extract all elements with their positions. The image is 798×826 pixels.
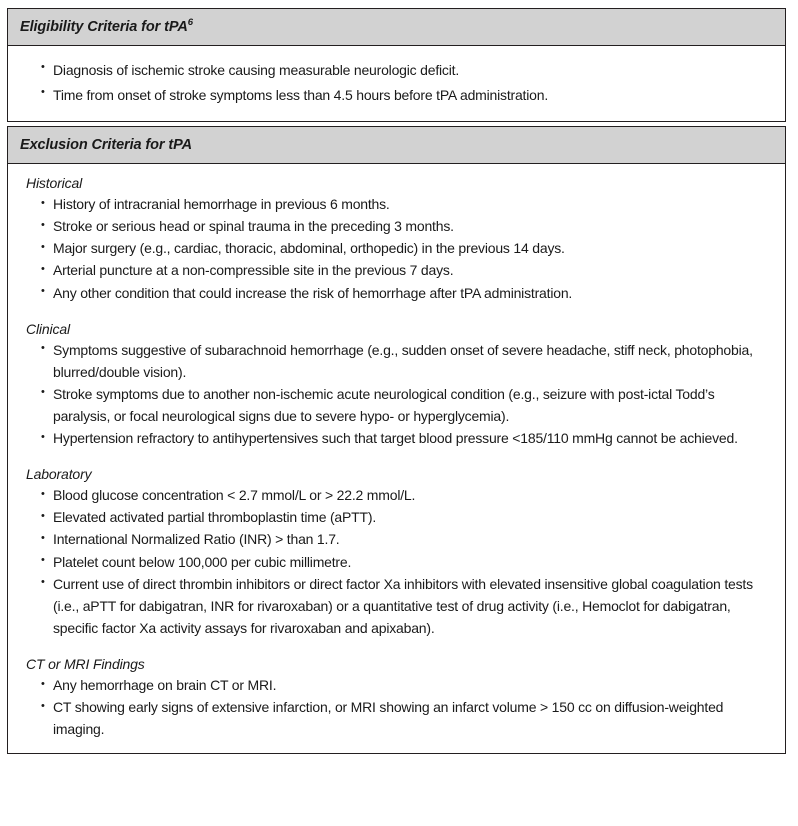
- list-item: • Arterial puncture at a non-compressible site in the previous 7 days.: [18, 259, 775, 281]
- list-item: • Any other condition that could increase the risk of hemorrhage after tPA administration.: [18, 282, 775, 304]
- historical-bullet-list: [18, 193, 775, 304]
- eligibility-criteria-header: [8, 9, 785, 46]
- exclusion-criteria-table: [7, 126, 786, 754]
- exclusion-criteria-body: [8, 164, 785, 753]
- list-item: • Time from onset of stroke symptoms less than 4.5 hours before tPA administration.: [18, 83, 775, 108]
- group-laboratory: [18, 466, 775, 639]
- clinical-bullet-list: [18, 339, 775, 450]
- group-title-laboratory: Laboratory: [26, 466, 92, 483]
- eligibility-criteria-table: [7, 8, 786, 122]
- list-item: • CT showing early signs of extensive infarction, or MRI showing an infarct volume > 150 cc on diffusion-weighted imaging.: [18, 696, 775, 740]
- list-item: • Symptoms suggestive of subarachnoid hemorrhage (e.g., sudden onset of severe headache, stiff neck, photophobia, blurred/double vision).: [18, 339, 775, 383]
- ct-or-mri-bullet-list: [18, 674, 775, 740]
- eligibility-group: [18, 58, 775, 108]
- list-item: • Any hemorrhage on brain CT or MRI.: [18, 674, 775, 696]
- list-item: • Stroke symptoms due to another non-ischemic acute neurological condition (e.g., seizure with post-ictal Todd’s paralysis, or focal neurological signs due to severe hypo- or hyperglycemia).: [18, 383, 775, 427]
- group-ct-or-mri-findings: [18, 656, 775, 740]
- group-historical: [18, 175, 775, 304]
- group-title-historical: Historical: [26, 175, 83, 192]
- list-item: • International Normalized Ratio (INR) > than 1.7.: [18, 528, 775, 550]
- exclusion-criteria-header-label: Exclusion Criteria for tPA: [20, 137, 192, 154]
- list-item: • Platelet count below 100,000 per cubic millimetre.: [18, 551, 775, 573]
- list-item: • Hypertension refractory to antihypertensives such that target blood pressure <185/110 mmHg cannot be achieved.: [18, 427, 775, 449]
- eligibility-criteria-header-label: Eligibility Criteria for tPA: [20, 19, 188, 35]
- list-item: • Diagnosis of ischemic stroke causing measurable neurologic deficit.: [18, 58, 775, 83]
- group-clinical: [18, 321, 775, 450]
- group-title-ct-or-mri-findings: CT or MRI Findings: [26, 656, 145, 673]
- list-item: • Major surgery (e.g., cardiac, thoracic, abdominal, orthopedic) in the previous 14 days.: [18, 237, 775, 259]
- list-item: • Stroke or serious head or spinal trauma in the preceding 3 months.: [18, 215, 775, 237]
- list-item: • Current use of direct thrombin inhibitors or direct factor Xa inhibitors with elevated insensitive global coagulation tests (i.e., aPTT for dabigatran, INR for rivaroxaban) or a quantitative test of drug activity (i.e., Hemoclot for dabigatran, specific factor Xa activity assays for rivaroxaban and apixaban).: [18, 573, 775, 639]
- eligibility-criteria-header-superscript: 6: [187, 17, 193, 29]
- exclusion-criteria-header: [8, 127, 785, 164]
- list-item: • History of intracranial hemorrhage in previous 6 months.: [18, 193, 775, 215]
- group-title-clinical: Clinical: [26, 320, 70, 337]
- eligibility-criteria-body: [8, 46, 785, 122]
- list-item: • Elevated activated partial thromboplastin time (aPTT).: [18, 506, 775, 528]
- laboratory-bullet-list: [18, 484, 775, 639]
- list-item: • Blood glucose concentration < 2.7 mmol/L or > 22.2 mmol/L.: [18, 484, 775, 506]
- eligibility-bullet-list: [18, 58, 775, 108]
